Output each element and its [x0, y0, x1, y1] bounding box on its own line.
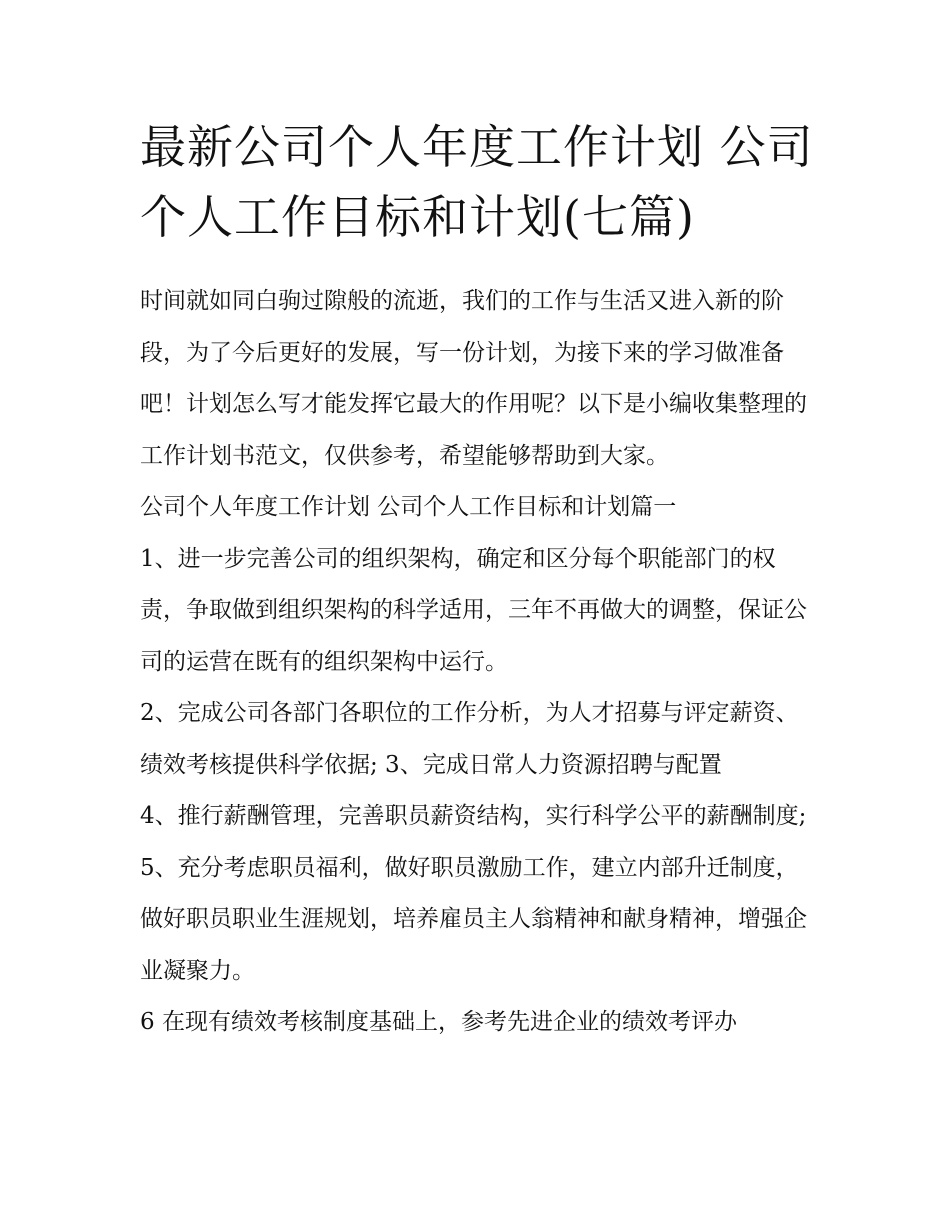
- section-heading: 公司个人年度工作计划 公司个人工作目标和计划篇一: [140, 494, 677, 520]
- document-title: 最新公司个人年度工作计划 公司个人工作目标和计划(七篇): [140, 120, 814, 244]
- list-item-1: 1、进一步完善公司的组织架构，确定和区分每个职能部门的权责，争取做到组织架构的科学适用，三年不再做大的调整，保证公司的运营在既有的组织架构中运行。: [140, 545, 807, 675]
- list-item-4: 4、推行薪酬管理，完善职员薪资结构，实行科学公平的薪酬制度;: [140, 803, 807, 829]
- document-body: [140, 276, 820, 1049]
- list-item-6: 6 在现有绩效考核制度基础上，参考先进企业的绩效考评办: [140, 1009, 737, 1035]
- list-item-2-3: 2、完成公司各部门各职位的工作分析，为人才招募与评定薪资、绩效考核提供科学依据; 3、完成日常人力资源招聘与配置: [140, 700, 799, 778]
- intro-paragraph: 时间就如同白驹过隙般的流逝，我们的工作与生活又进入新的阶段，为了今后更好的发展，写一份计划，为接下来的学习做准备吧！计划怎么写才能发挥它最大的作用呢？以下是小编收集整理的工作计划书范文，仅供参考，希望能够帮助到大家。: [140, 288, 807, 469]
- list-item-5: 5、充分考虑职员福利，做好职员激励工作，建立内部升迁制度，做好职员职业生涯规划，培养雇员主人翁精神和献身精神，增强企业凝聚力。: [140, 854, 807, 984]
